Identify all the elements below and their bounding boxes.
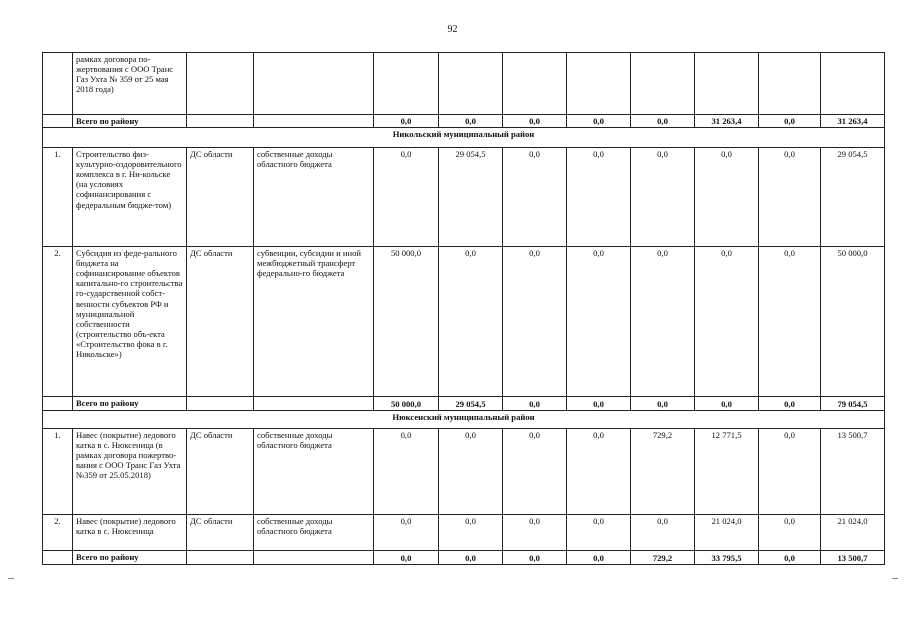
edge-mark-left	[8, 578, 14, 581]
table-row	[43, 247, 885, 397]
amount-cell: 0,0	[567, 429, 631, 515]
amount-cell: 0,0	[567, 397, 631, 411]
row-number	[43, 397, 73, 411]
amount-cell: 0,0	[503, 148, 567, 247]
executor	[187, 397, 254, 411]
amount-cell: 0,0	[567, 515, 631, 551]
executor: ДС области	[187, 429, 254, 515]
funding-source	[254, 551, 374, 565]
amount-cell: 0,0	[503, 397, 567, 411]
row-number: 1.	[43, 429, 73, 515]
amount-cell: 0,0	[374, 551, 439, 565]
table-body	[43, 53, 885, 565]
row-number	[43, 551, 73, 565]
table-row	[43, 148, 885, 247]
executor: ДС области	[187, 515, 254, 551]
amount-cell: 0,0	[374, 429, 439, 515]
executor: ДС области	[187, 247, 254, 397]
funding-source: субвенции, субсидии и иной межбюджетный трансферт федерально-го бюджета	[254, 247, 374, 397]
amount-cell	[759, 53, 821, 115]
amount-cell: 0,0	[374, 148, 439, 247]
executor	[187, 115, 254, 128]
amount-cell: 0,0	[503, 429, 567, 515]
amount-cell: 0,0	[695, 247, 759, 397]
section-header-row	[43, 128, 885, 148]
amount-cell: 0,0	[503, 115, 567, 128]
amount-cell: 33 795,5	[695, 551, 759, 565]
amount-cell: 0,0	[631, 115, 695, 128]
row-number: 2.	[43, 247, 73, 397]
total-label: Всего по району	[73, 551, 187, 565]
amount-cell: 29 054,5	[439, 397, 503, 411]
funding-source	[254, 53, 374, 115]
item-name: Навес (покрытие) ледового катка в с. Нюксеница	[73, 515, 187, 551]
executor	[187, 551, 254, 565]
amount-cell: 0,0	[567, 148, 631, 247]
amount-cell: 50 000,0	[374, 397, 439, 411]
amount-cell	[503, 53, 567, 115]
item-name: Навес (покрытие) ледового катка в с. Нюксеница (в рамках договора пожертво-вания с ООО Транс Газ Ухта №359 от 25.05.2018)	[73, 429, 187, 515]
funding-source: собственные доходы областного бюджета	[254, 515, 374, 551]
amount-cell: 0,0	[759, 429, 821, 515]
amount-cell: 0,0	[759, 551, 821, 565]
amount-cell: 29 054,5	[439, 148, 503, 247]
item-name: Субсидия из феде-рального бюджета на софинансирование объектов капитально-го строительства го-сударственной собст-венности субъектов РФ и муниципальной собственности (строительство объ-екта «Строительство фока в г. Никольске»)	[73, 247, 187, 397]
total-row	[43, 397, 885, 411]
amount-cell: 0,0	[695, 148, 759, 247]
amount-cell: 0,0	[503, 515, 567, 551]
amount-cell: 0,0	[631, 397, 695, 411]
amount-cell: 21 024,0	[695, 515, 759, 551]
table-row	[43, 515, 885, 551]
amount-cell: 0,0	[439, 429, 503, 515]
budget-table	[42, 52, 885, 565]
amount-cell: 729,2	[631, 551, 695, 565]
executor	[187, 53, 254, 115]
amount-cell: 50 000,0	[821, 247, 885, 397]
edge-mark-right	[892, 578, 898, 581]
amount-cell	[439, 53, 503, 115]
amount-cell: 0,0	[439, 551, 503, 565]
amount-cell: 13 500,7	[821, 429, 885, 515]
executor: ДС области	[187, 148, 254, 247]
amount-cell: 0,0	[503, 247, 567, 397]
amount-cell: 0,0	[759, 115, 821, 128]
amount-cell: 0,0	[567, 551, 631, 565]
item-name: Строительство физ-культурно-оздоровительного комплекса в г. Ни-кольске (на условиях софинансирования с федеральным бюдже-том)	[73, 148, 187, 247]
total-label: Всего по району	[73, 115, 187, 128]
page-number: 92	[447, 24, 458, 35]
funding-source	[254, 115, 374, 128]
amount-cell: 0,0	[567, 247, 631, 397]
amount-cell	[631, 53, 695, 115]
amount-cell: 729,2	[631, 429, 695, 515]
row-number	[43, 53, 73, 115]
amount-cell: 31 263,4	[821, 115, 885, 128]
section-header-row	[43, 411, 885, 429]
table-row	[43, 53, 885, 115]
amount-cell: 0,0	[759, 247, 821, 397]
amount-cell	[821, 53, 885, 115]
amount-cell: 0,0	[439, 115, 503, 128]
amount-cell: 0,0	[567, 115, 631, 128]
amount-cell: 79 054,5	[821, 397, 885, 411]
section-title: Нюксенский муниципальный район	[43, 411, 885, 429]
funding-source: собственные доходы областного бюджета	[254, 148, 374, 247]
amount-cell: 12 771,5	[695, 429, 759, 515]
funding-source: собственные доходы областного бюджета	[254, 429, 374, 515]
amount-cell: 0,0	[759, 148, 821, 247]
amount-cell: 0,0	[631, 515, 695, 551]
amount-cell: 50 000,0	[374, 247, 439, 397]
amount-cell: 0,0	[631, 148, 695, 247]
amount-cell: 0,0	[374, 515, 439, 551]
row-number	[43, 115, 73, 128]
item-name: рамках договора по-жертвования с ООО Транс Газ Ухта № 359 от 25 мая 2018 года)	[73, 53, 187, 115]
amount-cell: 0,0	[759, 397, 821, 411]
funding-source	[254, 397, 374, 411]
amount-cell: 0,0	[503, 551, 567, 565]
total-row	[43, 551, 885, 565]
amount-cell: 0,0	[631, 247, 695, 397]
amount-cell: 0,0	[439, 247, 503, 397]
section-title: Никольский муниципальный район	[43, 128, 885, 148]
total-label: Всего по району	[73, 397, 187, 411]
amount-cell: 21 024,0	[821, 515, 885, 551]
amount-cell: 0,0	[695, 397, 759, 411]
amount-cell: 0,0	[439, 515, 503, 551]
row-number: 1.	[43, 148, 73, 247]
table-row	[43, 429, 885, 515]
amount-cell: 0,0	[374, 115, 439, 128]
amount-cell	[374, 53, 439, 115]
amount-cell: 13 500,7	[821, 551, 885, 565]
amount-cell	[695, 53, 759, 115]
amount-cell: 0,0	[759, 515, 821, 551]
row-number: 2.	[43, 515, 73, 551]
amount-cell: 29 054,5	[821, 148, 885, 247]
amount-cell	[567, 53, 631, 115]
total-row	[43, 115, 885, 128]
amount-cell: 31 263,4	[695, 115, 759, 128]
